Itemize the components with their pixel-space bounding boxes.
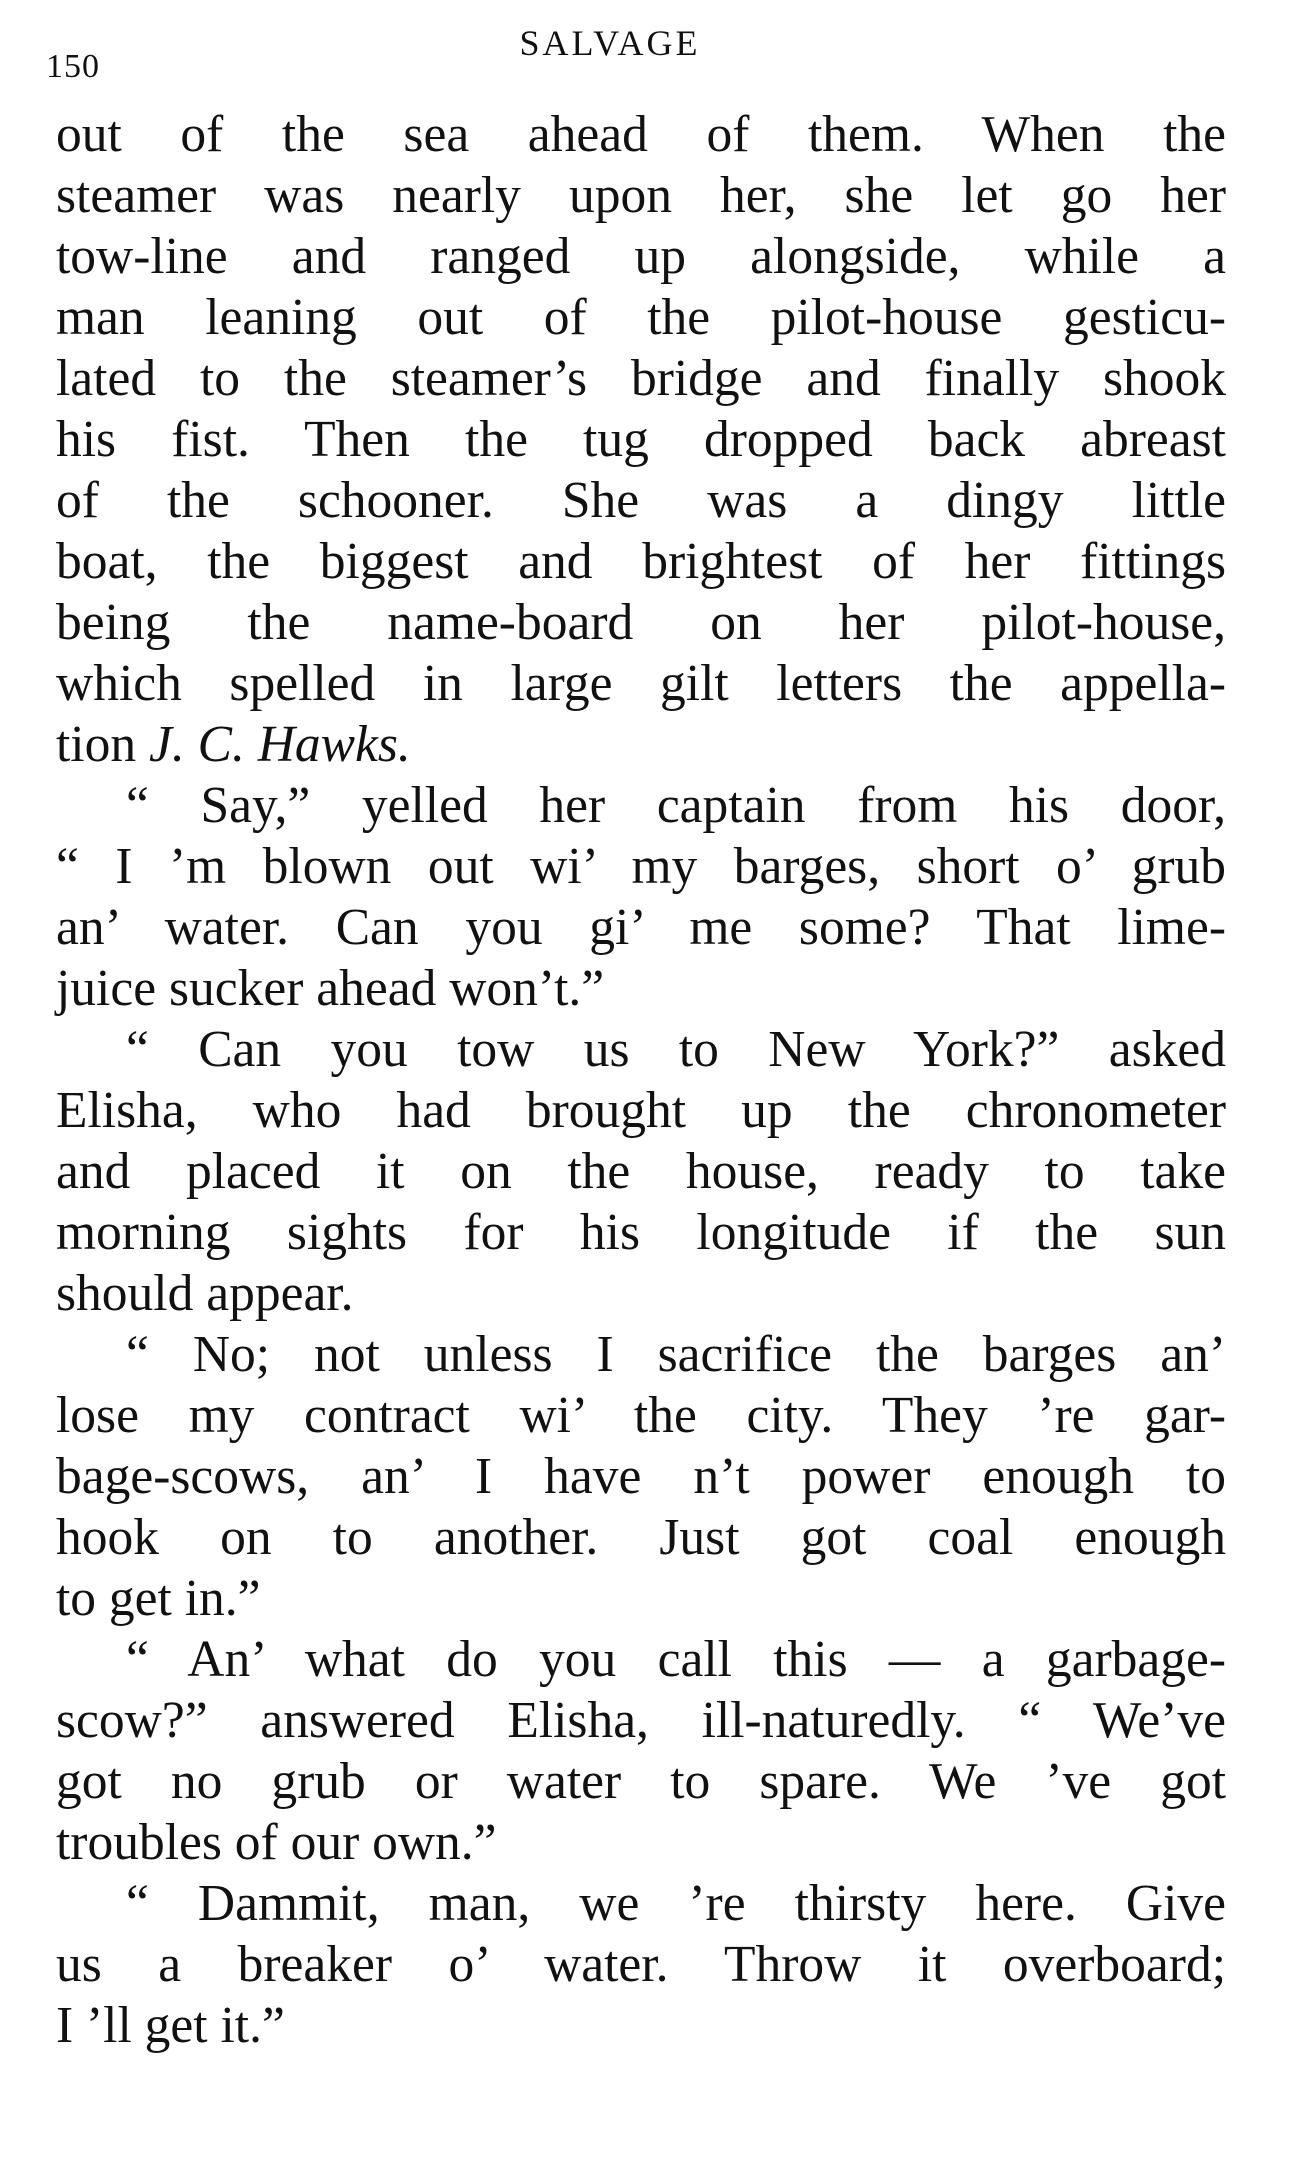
text-line: “ Can you tow us to New York?” asked	[126, 1021, 1226, 1078]
text-line: an’ water. Can you gi’ me some? That lime-	[56, 899, 1226, 956]
text-line: lose my contract wi’ the city. They ’re gar-	[56, 1387, 1226, 1444]
text-line: I ’ll get it.”	[56, 1997, 285, 2054]
text-line: scow?” answered Elisha, ill-naturedly. “ We’ve	[56, 1692, 1226, 1749]
running-title: SALVAGE	[519, 23, 701, 63]
text-line: to get in.”	[56, 1570, 261, 1627]
text-line: juice sucker ahead won’t.”	[56, 960, 605, 1017]
text-line: and placed it on the house, ready to take	[56, 1143, 1226, 1200]
text-line: which spelled in large gilt letters the appella-	[56, 655, 1226, 712]
text-line: lated to the steamer’s bridge and finally shook	[56, 350, 1226, 407]
text-line: steamer was nearly upon her, she let go her	[56, 167, 1226, 224]
text-line: boat, the biggest and brightest of her fittings	[56, 533, 1226, 590]
text-line: “ I ’m blown out wi’ my barges, short o’ grub	[56, 838, 1226, 895]
text-line: man leaning out of the pilot-house gesticu-	[56, 289, 1226, 346]
running-head	[0, 22, 1298, 85]
text-line	[56, 714, 1226, 775]
text-line: should appear.	[56, 1265, 354, 1322]
text-line: being the name-board on her pilot-house,	[56, 594, 1226, 651]
page-number: 150	[46, 48, 100, 85]
text-line: out of the sea ahead of them. When the	[56, 106, 1226, 163]
text-line: “ An’ what do you call this — a garbage-	[126, 1631, 1226, 1688]
vessel-name: J. C. Hawks.	[149, 716, 411, 773]
text-line: bage-scows, an’ I have n’t power enough to	[56, 1448, 1226, 1505]
text-line: tow-line and ranged up alongside, while a	[56, 228, 1226, 285]
text-line: “ Say,” yelled her captain from his door,	[126, 777, 1226, 834]
text-line: his fist. Then the tug dropped back abreast	[56, 411, 1226, 468]
text-line: got no grub or water to spare. We ’ve got	[56, 1753, 1226, 1810]
text-line: of the schooner. She was a dingy little	[56, 472, 1226, 529]
text-line: hook on to another. Just got coal enough	[56, 1509, 1226, 1566]
text-line: “ Dammit, man, we ’re thirsty here. Give	[126, 1875, 1226, 1932]
text-line: troubles of our own.”	[56, 1814, 497, 1871]
text-line-roman: tion	[56, 716, 149, 773]
text-line: us a breaker o’ water. Throw it overboard;	[56, 1936, 1226, 1993]
body-text	[56, 104, 1226, 2056]
text-line: Elisha, who had brought up the chronometer	[56, 1082, 1226, 1139]
text-line: morning sights for his longitude if the sun	[56, 1204, 1226, 1261]
text-line: “ No; not unless I sacrifice the barges an’	[126, 1326, 1226, 1383]
